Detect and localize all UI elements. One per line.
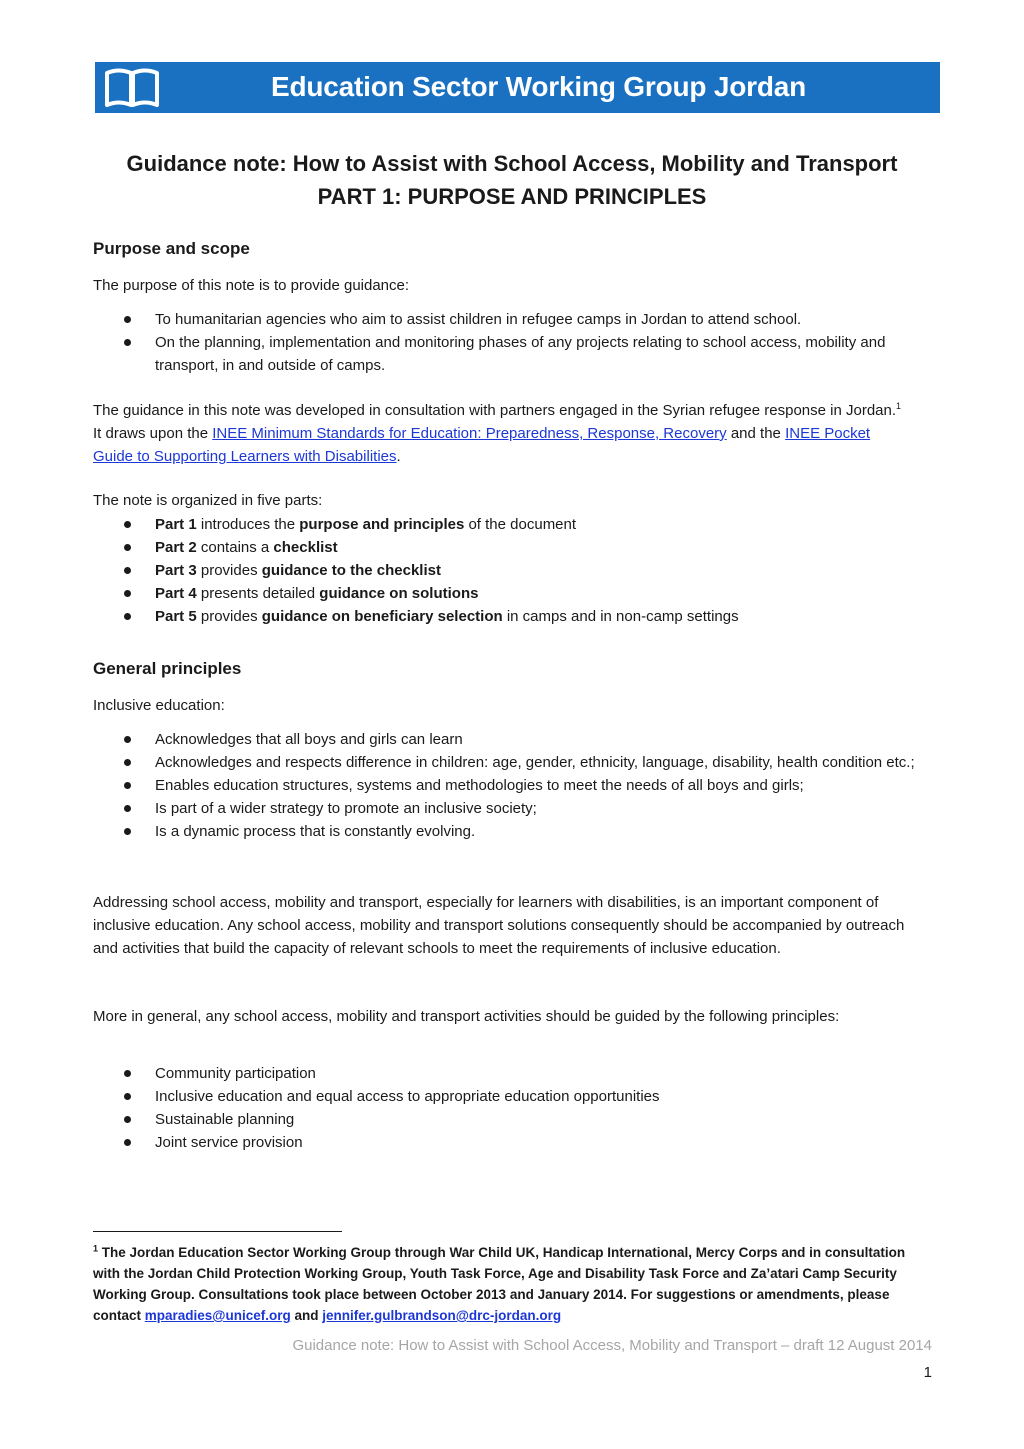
list-item: Community participation [93, 1062, 938, 1085]
footnote-marker: 1 [93, 1243, 99, 1254]
section-heading-purpose: Purpose and scope [93, 239, 250, 258]
footnote-separator [93, 1231, 342, 1232]
parts-list [93, 513, 938, 628]
principles-paragraph: More in general, any school access, mobility and transport activities should be guided by the following principles: [93, 1008, 840, 1025]
list-item: Is a dynamic process that is constantly evolving. [93, 820, 938, 843]
list-item: Joint service provision [93, 1131, 938, 1154]
bullet-icon [124, 759, 131, 766]
bullet-icon [124, 567, 131, 574]
list-item: Part 5 provides guidance on beneficiary selection in camps and in non-camp settings [93, 605, 938, 628]
email-link-drc[interactable]: jennifer.gulbrandson@drc-jordan.org [322, 1308, 562, 1323]
list-item: To humanitarian agencies who aim to assist children in refugee camps in Jordan to attend school. [93, 308, 938, 331]
guidance-paragraph: The guidance in this note was developed in consultation with partners engaged in the Syrian refugee response in Jordan.$^1$ It draws upon the INEE Minimum Standards for Education: Preparedness, Response, Recovery and the INEE Pocket Guide to Supporting Learners with Disabilities. [93, 401, 902, 465]
footnote: $^1$ The Jordan Education Sector Working Group through War Child UK, Handicap International, Mercy Corps and in consultation with the Jordan Child Protection Working Group, Youth Task Force, Age and Disability Task Force and Za’atari Camp Security Working Group. Consultations took place between October 2013 and January 2014. For suggestions or amendments, please contact mparadies@unicef.org and jennifer.gulbrandson@drc-jordan.org [93, 1243, 906, 1323]
email-link-unicef[interactable]: mparadies@unicef.org [144, 1308, 291, 1323]
section-heading-principles: General principles [93, 659, 242, 678]
bullet-icon [124, 316, 131, 323]
bullet-icon [124, 828, 131, 835]
principles-intro: Inclusive education: [93, 697, 225, 714]
inclusive-education-list [93, 728, 938, 843]
page-number: 1 [923, 1364, 932, 1381]
list-item: Part 1 introduces the purpose and principles of the document [93, 513, 938, 536]
list-item: Part 2 contains a checklist [93, 536, 938, 559]
principles-list [93, 1062, 938, 1154]
bullet-icon [124, 1116, 131, 1123]
list-item: Part 3 provides guidance to the checklist [93, 559, 938, 582]
list-item: Acknowledges that all boys and girls can learn [93, 728, 938, 751]
bullet-icon [124, 1093, 131, 1100]
bullet-icon [124, 1070, 131, 1077]
list-item: Enables education structures, systems and methodologies to meet the needs of all boys and girls; [93, 774, 938, 797]
bullet-icon [124, 590, 131, 597]
bullet-icon [124, 782, 131, 789]
inclusive-paragraph: Addressing school access, mobility and transport, especially for learners with disabilities, is an important component of inclusive education. Any school access, mobility and transport solutions consequently should be accompanied by outreach and activities that build the capacity of relevant schools to meet the requirements of inclusive education. [93, 894, 905, 957]
document-subtitle: PART 1: PURPOSE AND PRINCIPLES [317, 184, 707, 209]
parts-intro: The note is organized in five parts: [93, 492, 323, 509]
list-item: Inclusive education and equal access to appropriate education opportunities [93, 1085, 938, 1108]
list-item: Acknowledges and respects difference in children: age, gender, ethnicity, language, disability, health condition etc.; [93, 751, 938, 774]
header-banner [95, 62, 940, 113]
inee-minimum-standards-link[interactable]: INEE Minimum Standards for Education: Preparedness, Response, Recovery [212, 425, 727, 442]
inee-pocket-guide-link[interactable]: INEE Pocket Guide to Supporting Learners with Disabilities [93, 425, 871, 465]
bullet-icon [124, 544, 131, 551]
bullet-icon [124, 521, 131, 528]
list-item: Sustainable planning [93, 1108, 938, 1131]
book-icon [103, 67, 161, 109]
bullet-icon [124, 736, 131, 743]
banner-title: Education Sector Working Group Jordan [271, 71, 807, 102]
page-footer: Guidance note: How to Assist with School Access, Mobility and Transport – draft 12 August 2014 [292, 1337, 932, 1354]
document-title: Guidance note: How to Assist with School Access, Mobility and Transport [126, 151, 898, 176]
list-item: On the planning, implementation and monitoring phases of any projects relating to school access, mobility and transport, in and outside of camps. [93, 331, 938, 377]
bullet-icon [124, 1139, 131, 1146]
purpose-intro: The purpose of this note is to provide guidance: [93, 277, 410, 294]
list-item: Part 4 presents detailed guidance on solutions [93, 582, 938, 605]
bullet-icon [124, 805, 131, 812]
bullet-icon [124, 613, 131, 620]
purpose-list [93, 308, 938, 377]
list-item: Is part of a wider strategy to promote an inclusive society; [93, 797, 938, 820]
bullet-icon [124, 339, 131, 346]
